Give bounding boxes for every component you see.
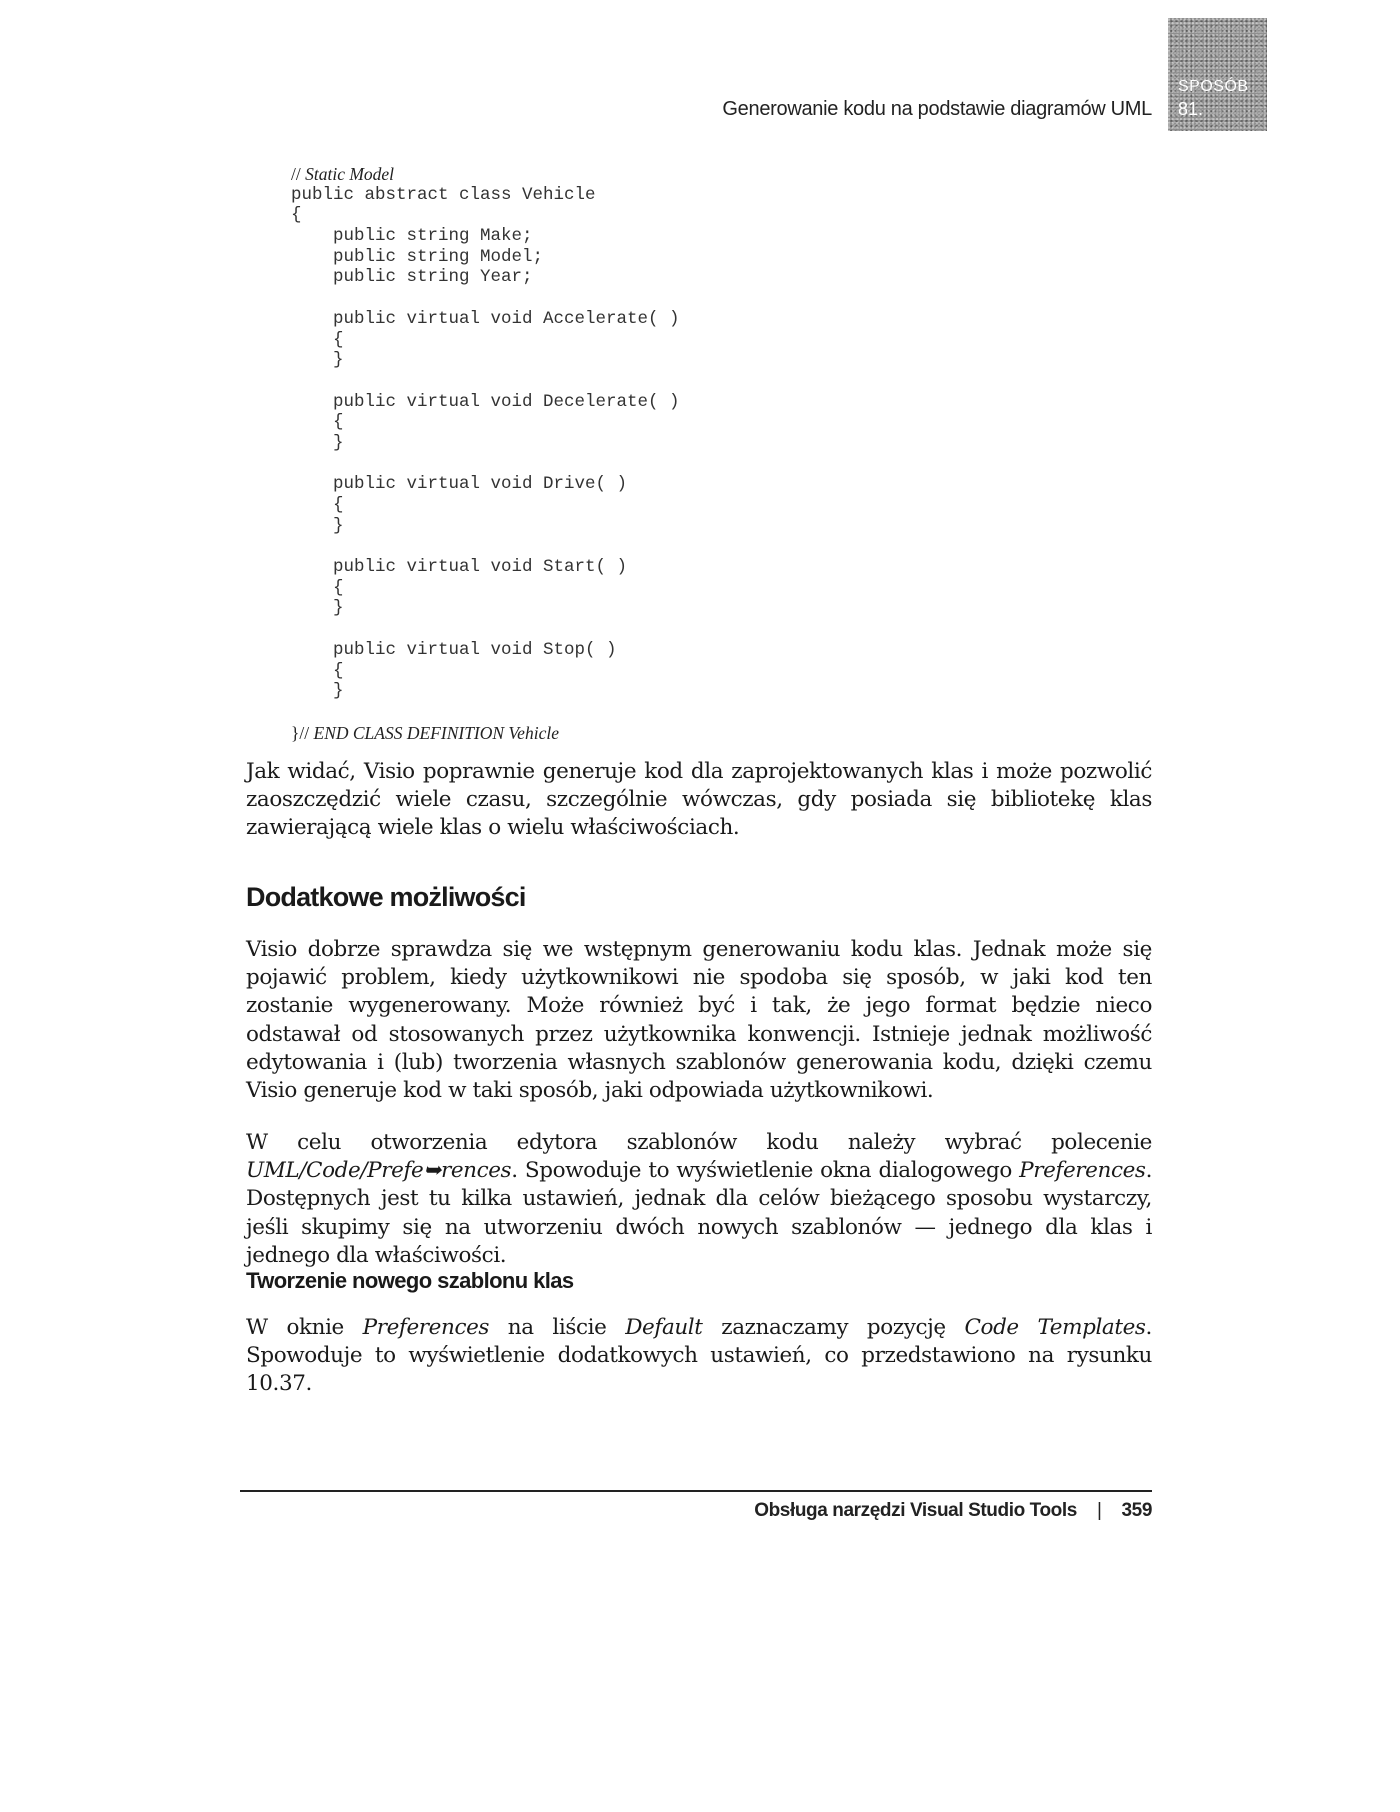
- list-name: Default: [625, 1315, 703, 1340]
- code-line: }: [291, 681, 344, 702]
- code-line: }: [291, 598, 344, 619]
- paragraph-templates-intro: Visio dobrze sprawdza się we wstępnym generowaniu kodu klas. Jednak może się pojawić problem, kiedy użytkownikowi nie spodoba się sposób, w jaki kod ten zostanie wygenerowany. Może również być i tak, że jego format będzie nieco odstawał od stosowanych przez użytkownika konwencji. Istnieje jednak możliwość edytowania i (lub) tworzenia własnych szablonów generowania kodu, dzięki czemu Visio generuje kod w taki sposób, jaki odpowiada użytkownikowi.: [246, 937, 1152, 1104]
- comment-text: Static Model: [305, 164, 395, 184]
- end-prefix: }//: [291, 722, 314, 743]
- footer-rule: [240, 1490, 1152, 1492]
- code-line: [291, 454, 1051, 475]
- code-line: [291, 288, 1051, 309]
- code-line: }: [291, 350, 344, 371]
- code-line: public virtual void Start( ): [291, 557, 628, 578]
- code-line: public virtual void Drive( ): [291, 474, 628, 495]
- footer-book-title: Obsługa narzędzi Visual Studio Tools: [754, 1500, 1077, 1521]
- code-line: public string Year;: [291, 267, 533, 288]
- text-span: . Dostępnych jest tu kilka ustawień, jednak dla celów bieżącego sposobu wystarczy, jeśli skupimy się na utworzeniu dwóch nowych szablonów — jednego dla klas i jednego dla właściwości.: [246, 1158, 1152, 1268]
- code-line: public string Model;: [291, 246, 544, 267]
- text-span: na liście: [489, 1315, 626, 1340]
- code-line: {: [291, 495, 344, 515]
- tab-label: SPOSÓB: [1178, 78, 1249, 95]
- running-header: Generowanie kodu na podstawie diagramów UML: [722, 98, 1152, 120]
- text-span: zaznaczamy pozycję: [702, 1315, 965, 1340]
- code-line: {: [291, 577, 344, 598]
- text-span: W celu otworzenia edytora szablonów kodu należy wybrać polecenie: [246, 1130, 1152, 1155]
- item-name: Code Templates: [964, 1315, 1146, 1340]
- menu-path: UML/Code/Prefe➥rences: [246, 1158, 512, 1184]
- comment-prefix: //: [291, 164, 306, 184]
- text-span: . Spowoduje to wyświetlenie okna dialogowego: [511, 1158, 1020, 1184]
- code-line: [291, 619, 1051, 640]
- page-number: 359: [1121, 1500, 1152, 1521]
- code-line: {: [291, 660, 344, 681]
- paragraph-editor-open: [246, 1129, 1152, 1270]
- code-listing: [291, 164, 1051, 743]
- section-heading: Dodatkowe możliwości: [246, 882, 526, 912]
- dialog-name: Preferences: [1019, 1158, 1146, 1184]
- code-line: public virtual void Decelerate( ): [291, 391, 680, 412]
- window-name: Preferences: [362, 1315, 490, 1340]
- code-lines: [291, 185, 1051, 723]
- chapter-tab: [1168, 18, 1267, 131]
- text-span: W oknie: [246, 1315, 363, 1340]
- tab-number: 81.: [1178, 99, 1204, 119]
- code-line: }: [291, 432, 344, 453]
- paragraph-code-templates: [246, 1314, 1152, 1399]
- paragraph-visio-summary: Jak widać, Visio poprawnie generuje kod dla zaprojektowanych klas i może pozwolić zaoszczędzić wiele czasu, szczególnie wówczas, gdy posiada się bibliotekę klas zawierającą wiele klas o wielu właściwościach.: [246, 759, 1152, 841]
- subsection-heading: Tworzenie nowego szablonu klas: [246, 1268, 574, 1293]
- text-span: . Spowoduje to wyświetlenie dodatkowych ustawień, co przedstawiono na rysunku 10.37.: [246, 1315, 1152, 1397]
- footer-separator: |: [1096, 1500, 1102, 1521]
- code-line: [291, 536, 1051, 557]
- code-line: public virtual void Accelerate( ): [291, 308, 680, 329]
- end-comment-text: END CLASS DEFINITION Vehicle: [313, 722, 559, 743]
- code-end-line: [291, 723, 1051, 744]
- page-footer: [600, 1500, 1152, 1522]
- code-line: public abstract class Vehicle: [291, 184, 596, 205]
- code-line: [291, 371, 1051, 392]
- code-line: {: [291, 205, 302, 226]
- code-comment-line: [291, 164, 1051, 185]
- code-line: {: [291, 412, 344, 433]
- code-line: }: [291, 515, 344, 536]
- code-line: {: [291, 329, 344, 350]
- code-line: [291, 702, 1051, 723]
- code-line: public string Make;: [291, 226, 533, 247]
- code-line: public virtual void Stop( ): [291, 639, 617, 660]
